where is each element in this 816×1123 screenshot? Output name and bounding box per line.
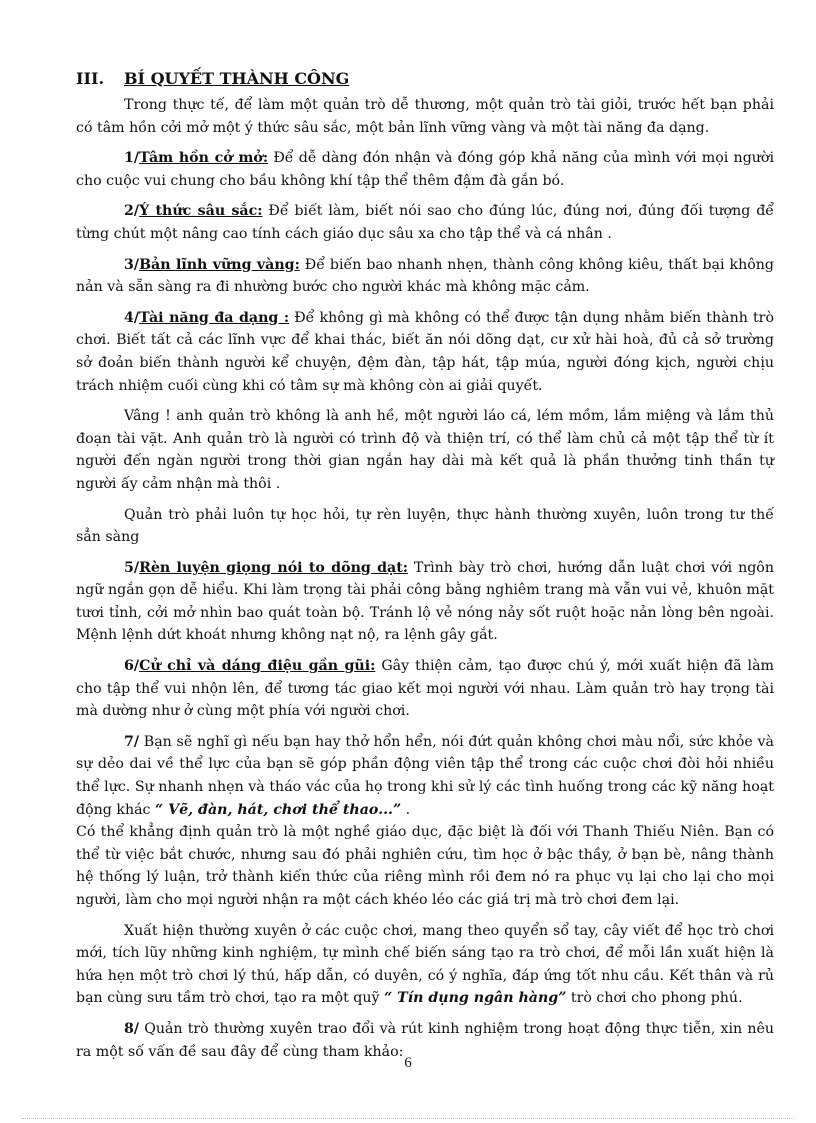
list-item (76, 147, 774, 192)
item-label: Tâm hồn cở mở: (139, 150, 269, 167)
list-item (76, 200, 774, 245)
section-title: BÍ QUYẾT THÀNH CÔNG (124, 69, 350, 88)
page-content (76, 66, 774, 1063)
item-number: 5/ (124, 559, 140, 576)
item-number: 4/ (124, 309, 140, 326)
item-number: 1/ (124, 150, 140, 167)
item-text: Gây thiện cảm, tạo được chú ý, mới xuất hiện đã làm cho tập thể vui nhộn lên, để tương tác giao kết mọi người với nhau. Làm quản trò hay trọng tài mà dường như ở cùng một phía với người chơi. (76, 658, 775, 720)
page-number: 6 (404, 1055, 412, 1071)
intro-paragraph: Trong thực tế, để làm một quản trò dễ thương, một quản trò tài giỏi, trước hết bạn phải có tâm hồn cởi mở một ý thức sâu sắc, một bản lĩnh vững vàng và một tài năng đa dạng. (76, 97, 774, 136)
item-text: Để biến bao nhanh nhẹn, thành công không kiêu, thất bại không nản và sẵn sàng ra đi nhường bước cho người khác mà không mặc cảm. (76, 256, 774, 296)
item-label: Ý thức sâu sắc: (139, 203, 263, 220)
item-number: 2/ (124, 203, 140, 220)
list-item (76, 655, 774, 723)
section-heading (76, 66, 774, 92)
item-label: Tài năng đa dạng : (139, 309, 290, 326)
list-item (76, 254, 774, 299)
page-bottom-divider (22, 1118, 794, 1119)
paragraph-text: Xuất hiện thường xuyên ở các cuộc chơi, mang theo quyển sổ tay, cây viết để học trò chơi mới, tích lũy những kinh nghiệm, tự mình chế biến sáng tạo ra trò chơi, để mỗi lần xuất hiện là hứa hẹn một trò chơi lý thú, hấp dẫn, có duyên, có ý nghĩa, đáp ứng tốt nhu cầu. Kết thân và rủ bạn cùng sưu tầm trò chơi, tạo ra một quỹ (76, 922, 774, 1007)
item-number: 6/ (124, 658, 140, 675)
item-tail: . (401, 801, 411, 818)
item-number: 8/ (124, 1020, 140, 1037)
list-item (76, 731, 774, 821)
paragraph-khang-dinh: Có thể khẳng định quản trò là một nghề giáo dục, đặc biệt là đối với Thanh Thiếu Niên. Bạn có thể từ việc bắt chước, nhưng sau đó phải nghiên cứu, tìm học ở bậc thầy, ở bạn bè, nâng thành hệ thống lý luận, trở thành kiến thức của riêng mình rồi đem nó ra phục vụ lại cho lại cho mọi người, làm cho mọi người nhận ra một cách khéo léo các giá trị mà trò chơi đem lại. (76, 824, 774, 908)
item-label: Cử chỉ và dáng điệu gần gũi: (139, 658, 376, 675)
item-text: Trình bày trò chơi, hướng dẫn luật chơi với ngôn ngữ ngắn gọn dễ hiểu. Khi làm trọng tài phải công bằng nghiêm trang mà vẫn vui vẻ, khuôn mặt tươi tỉnh, cởi mở nhìn bao quát toàn bộ. Tránh lộ vẻ nóng nảy sốt ruột hoặc nản lòng bên ngoài. Mệnh lệnh dứt khoát nhưng không nạt nộ, ra lệnh gây gắt. (76, 559, 774, 644)
list-item (76, 307, 774, 397)
item-emphasis: “ Vẽ, đàn, hát, chơi thể thao...” (155, 801, 402, 818)
section-number: III. (76, 69, 105, 88)
item-text: Để không gì mà không có thể được tận dụng nhằm biến thành trò chơi. Biết tất cả các lĩnh vực để khai thác, biết ăn nói dõng dạt, cư xử hài hoà, đủ cả sở trường sở đoản biến thành người kể chuyện, đệm đàn, tập hát, tập múa, người đóng kịch, người chịu trách nhiệm cuối cùng khi có tâm sự mà không còn ai giải quyết. (76, 309, 774, 394)
item-text: Quản trò thường xuyên trao đổi và rút kinh nghiệm trong hoạt động thực tiễn, xin nêu ra một số vấn đề sau đây để cùng tham khảo: (76, 1020, 774, 1060)
item-label: Rèn luyện giọng nói to dõng dạt: (139, 559, 409, 576)
paragraph-emphasis: “ Tín dụng ngân hàng” (384, 990, 567, 1007)
item-text: Bạn sẽ nghĩ gì nếu bạn hay thở hổn hển, nói đứt quản không chơi màu nổi, sức khỏe và sự dẻo dai về thể lực của bạn sẽ góp phần động viên tập thể trong các cuộc chơi đòi hỏi nhiều thể lực. Sự nhanh nhẹn và tháo vác của họ trong khi sử lý các tình huống trong các kỹ năng hoạt động khác (76, 733, 774, 818)
item-text: Để biết làm, biết nói sao cho đúng lúc, đúng nơi, đúng đối tượng để từng chút một nâng cao tính cách giáo dục sâu xa cho tập thể và cá nhân . (76, 203, 775, 242)
paragraph-xuat-hien (76, 920, 774, 1010)
paragraph-tail: trò chơi cho phong phú. (566, 990, 743, 1007)
item-number: 3/ (124, 256, 140, 273)
item-number: 7/ (124, 733, 140, 750)
item-text: Để dễ dàng đón nhận và đóng góp khả năng của mình với mọi người cho cuộc vui chung cho bầu không khí tập thể thêm đậm đà gắn bó. (76, 150, 774, 189)
list-item (76, 557, 774, 647)
item-label: Bản lĩnh vững vàng: (139, 256, 300, 273)
paragraph-tu-hoc: Quản trò phải luôn tự học hỏi, tự rèn luyện, thực hành thường xuyên, luôn trong tư thế sẳn sàng (76, 506, 774, 546)
paragraph-vang: Vâng ! anh quản trò không là anh hề, một người láo cá, lém mồm, lắm miệng và lắm thủ đoạn tài vặt. Anh quản trò là người có trình độ và thiện trí, có thể làm chủ cả một tập thể từ ít người đến ngàn người trong thời gian ngắn hay dài mà kết quả là phần thưởng tinh thần tự người ấy cảm nhận mà thôi . (76, 408, 774, 492)
